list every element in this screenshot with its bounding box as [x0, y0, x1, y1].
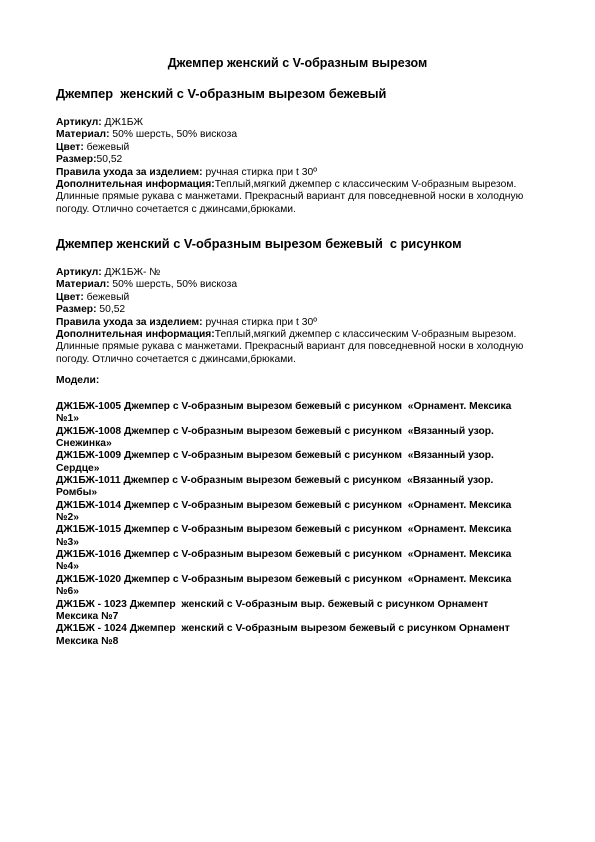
property-label: Размер:	[56, 154, 97, 166]
property-material	[56, 279, 546, 291]
model-item: ДЖ1БЖ-1011 Джемпер с V-образным вырезом бежевый с рисунком «Вязанный узор. Ромбы»	[56, 475, 497, 499]
models-list	[56, 401, 526, 648]
property-value: ДЖ1БЖ	[101, 117, 144, 128]
property-label: Материал:	[56, 279, 110, 291]
model-item: ДЖ1БЖ-1009 Джемпер с V-образным вырезом бежевый с рисунком «Вязанный узор. Сердце»	[56, 450, 497, 474]
model-item: ДЖ1БЖ-1020 Джемпер с V-образным вырезом бежевый с рисунком «Орнамент. Мексика №6»	[56, 573, 515, 598]
product-section-pattern	[56, 236, 546, 366]
property-value: 50,52	[96, 304, 126, 316]
property-label: Размер:	[56, 304, 97, 316]
property-value: бежевый	[83, 291, 130, 303]
property-label: Цвет:	[56, 291, 84, 303]
property-value: Теплый,мягкий джемпер с классическим V-образным вырезом. Длинные прямые рукава с манжетами. Прекрасный вариант для повседневной носки в холодную погоду. Отлично сочетается с джинсами,брюками.	[56, 329, 527, 365]
property-value: бежевый	[83, 141, 130, 153]
property-value: 50% шерсть, 50% вискоза	[109, 129, 238, 141]
section-title: Джемпер женский с V-образным вырезом бежевый с рисунком	[56, 236, 462, 251]
property-label: Цвет:	[56, 141, 84, 153]
property-article	[56, 117, 546, 129]
property-care	[56, 317, 546, 329]
property-article	[56, 267, 546, 279]
document-title: Джемпер женский с V-образным вырезом	[167, 56, 428, 70]
property-extra-info	[56, 329, 546, 366]
model-item: ДЖ1БЖ-1008 Джемпер с V-образным вырезом бежевый с рисунком «Вязанный узор. Снежинка»	[56, 425, 497, 450]
property-label: Артикул:	[56, 267, 102, 278]
model-item: ДЖ1БЖ - 1023 Джемпер женский с V-образным выр. бежевый с рисунком Орнамент Мексика №7	[56, 598, 492, 622]
model-item: ДЖ1БЖ-1016 Джемпер с V-образным вырезом бежевый с рисунком «Орнамент. Мексика №4»	[56, 549, 515, 573]
model-item: ДЖ1БЖ-1005 Джемпер с V-образным вырезом бежевый с рисунком «Орнамент. Мексика №1»	[56, 401, 515, 425]
property-color	[56, 292, 546, 304]
property-value: ручная стирка при t 30º	[202, 316, 317, 328]
property-size	[56, 154, 546, 166]
property-value: 50,52	[96, 154, 123, 166]
product-properties	[56, 267, 546, 366]
section-title: Джемпер женский с V-образным вырезом бежевый	[56, 86, 387, 101]
property-extra-info	[56, 179, 546, 216]
property-label: Дополнительная информация:	[56, 179, 215, 191]
property-color	[56, 142, 546, 154]
property-label: Артикул:	[56, 117, 102, 128]
property-material	[56, 129, 546, 141]
property-label: Материал:	[56, 129, 110, 141]
product-section-plain	[56, 86, 546, 216]
property-label: Дополнительная информация:	[56, 329, 215, 341]
property-value: 50% шерсть, 50% вискоза	[109, 279, 238, 291]
models-heading: Модели:	[56, 375, 100, 386]
product-properties	[56, 117, 546, 216]
property-value: ручная стирка при t 30º	[202, 166, 317, 178]
model-item: ДЖ1БЖ - 1024 Джемпер женский с V-образным вырезом бежевый с рисунком Орнамент Мексика №8	[56, 623, 513, 647]
model-item: ДЖ1БЖ-1015 Джемпер с V-образным вырезом бежевый с рисунком «Орнамент. Мексика №3»	[56, 524, 515, 548]
property-label: Правила ухода за изделием:	[56, 166, 203, 178]
model-item: ДЖ1БЖ-1014 Джемпер с V-образным вырезом бежевый с рисунком «Орнамент. Мексика №2»	[56, 499, 515, 524]
property-size	[56, 304, 546, 316]
property-value: ДЖ1БЖ- №	[101, 267, 161, 278]
property-label: Правила ухода за изделием:	[56, 316, 203, 328]
property-care	[56, 167, 546, 179]
property-value: Теплый,мягкий джемпер с классическим V-образным вырезом. Длинные прямые рукава с манжетами. Прекрасный вариант для повседневной носки в холодную погоду. Отлично сочетается с джинсами,брюками.	[56, 179, 527, 215]
